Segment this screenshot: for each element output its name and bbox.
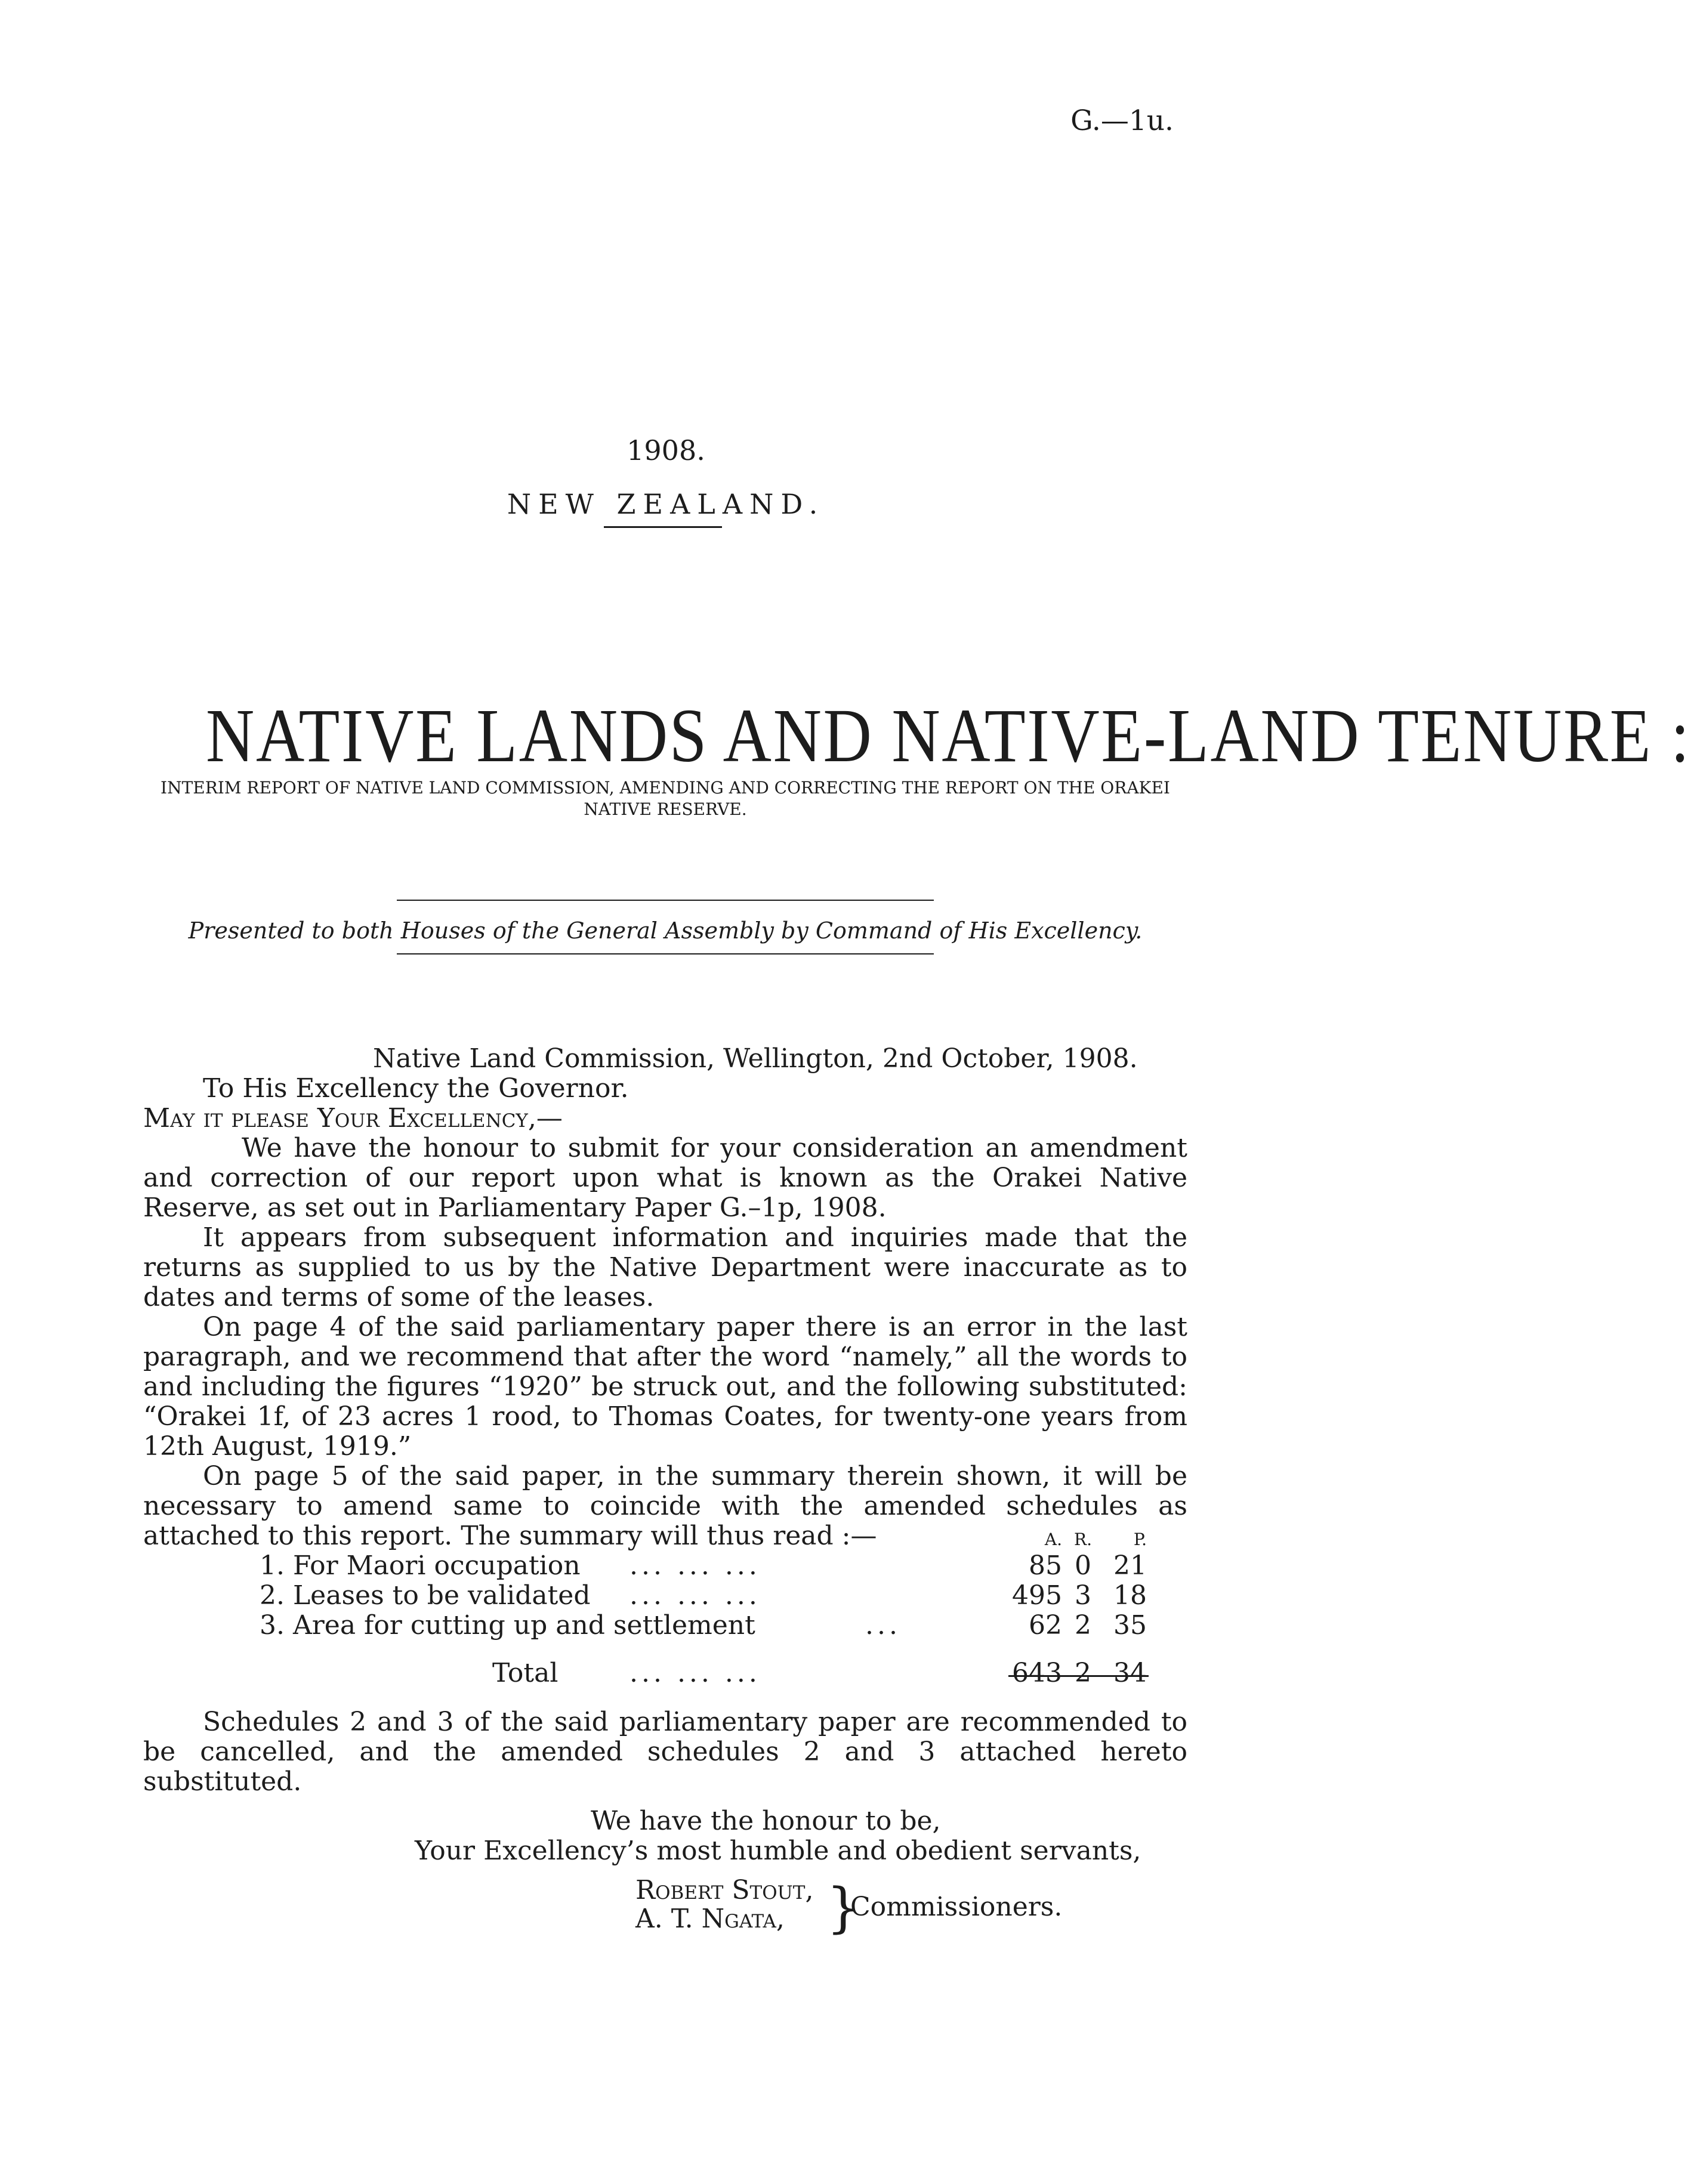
heading-rule — [604, 526, 722, 528]
total-perches: 34 — [1113, 1658, 1147, 1688]
acres-value: 62 — [1029, 1610, 1062, 1641]
row-label: 1. For Maori occupation — [260, 1550, 581, 1581]
document-subtitle: INTERIM REPORT OF NATIVE LAND COMMISSION, AMENDING AND CORRECTING THE REPORT ON THE ORAKEI NATIVE RESERVE. — [161, 778, 1170, 819]
closing-line: Your Excellency’s most humble and obedient servants, — [415, 1836, 1141, 1866]
publication-year: 1908. — [627, 434, 705, 467]
letter-dateline: Native Land Commission, Wellington, 2nd October, 1908. — [373, 1043, 1138, 1074]
document-title: NATIVE LANDS AND NATIVE-LAND TENURE : — [206, 693, 1691, 778]
letter-salutation: May it please Your Excellency,— — [143, 1103, 563, 1133]
signer-role: Commissioners. — [850, 1892, 1063, 1922]
presented-rule-top — [397, 900, 934, 901]
table-row — [143, 1611, 1187, 1641]
letter-body — [143, 1044, 1187, 1941]
paragraph: On page 5 of the said paper, in the summary therein shown, it will be necessary to amend same to coincide with the amended schedules as attached to this report. The summary will thus read :— — [143, 1461, 1187, 1551]
page-reference: G.—1u. — [1070, 104, 1174, 137]
leader-dots: ... — [865, 1610, 901, 1641]
perches-header: P. — [1133, 1530, 1147, 1549]
total-label: Total — [492, 1658, 558, 1688]
paragraph: We have the honour to submit for your consideration an amendment and correction of our report upon what is known as the Orakei Native Reserve, as set out in Parliamentary Paper G.–1p, 1908. — [143, 1133, 1187, 1223]
country-heading: NEW ZEALAND. — [507, 488, 825, 520]
signer-name: A. T. Ngata, — [635, 1904, 785, 1934]
row-label: 3. Area for cutting up and settlement — [260, 1610, 755, 1641]
leader-dots: ... ... ... — [630, 1550, 761, 1581]
roods-value: 2 — [1075, 1610, 1091, 1641]
closing-line: We have the honour to be, — [591, 1806, 941, 1836]
acres-value: 495 — [1012, 1580, 1062, 1611]
roods-value: 0 — [1075, 1550, 1091, 1581]
total-row — [143, 1658, 1187, 1688]
row-label: 2. Leases to be validated — [260, 1580, 591, 1611]
brace: } — [826, 1877, 861, 1939]
total-acres: 643 — [1012, 1658, 1062, 1688]
signer-name: Robert Stout, — [635, 1875, 814, 1905]
letter-addressee: To His Excellency the Governor. — [203, 1073, 629, 1104]
presented-rule-bottom — [397, 953, 934, 954]
table-row — [143, 1551, 1187, 1581]
acres-value: 85 — [1029, 1550, 1062, 1581]
roods-header: R. — [1074, 1530, 1092, 1549]
presented-line: Presented to both Houses of the General Assembly by Command of His Excellency. — [188, 918, 1143, 944]
leader-dots: ... ... ... — [630, 1658, 761, 1688]
summary-table — [143, 1530, 1187, 1700]
total-roods: 2 — [1075, 1658, 1091, 1688]
acres-header: A. — [1044, 1530, 1062, 1549]
perches-value: 21 — [1113, 1550, 1147, 1581]
paragraph: It appears from subsequent information and inquiries made that the returns as supplied to us by the Native Department were inaccurate as to dates and terms of some of the leases. — [143, 1222, 1187, 1312]
perches-value: 35 — [1113, 1610, 1147, 1641]
signature-block — [143, 1876, 1187, 1941]
perches-value: 18 — [1113, 1580, 1147, 1611]
leader-dots: ... ... ... — [630, 1580, 761, 1611]
paragraph: On page 4 of the said parliamentary paper there is an error in the last paragraph, and we recommend that after the word “namely,” all the words to and including the figures “1920” be struck out, and the following substituted: “Orakei 1f, of 23 acres 1 rood, to Thomas Coates, for twenty-one years from 12th August, 1919.” — [143, 1312, 1187, 1462]
paragraph: Schedules 2 and 3 of the said parliamentary paper are recommended to be cancelled, and the amended schedules 2 and 3 attached hereto substituted. — [143, 1707, 1187, 1797]
roods-value: 3 — [1075, 1580, 1091, 1611]
table-row — [143, 1581, 1187, 1611]
